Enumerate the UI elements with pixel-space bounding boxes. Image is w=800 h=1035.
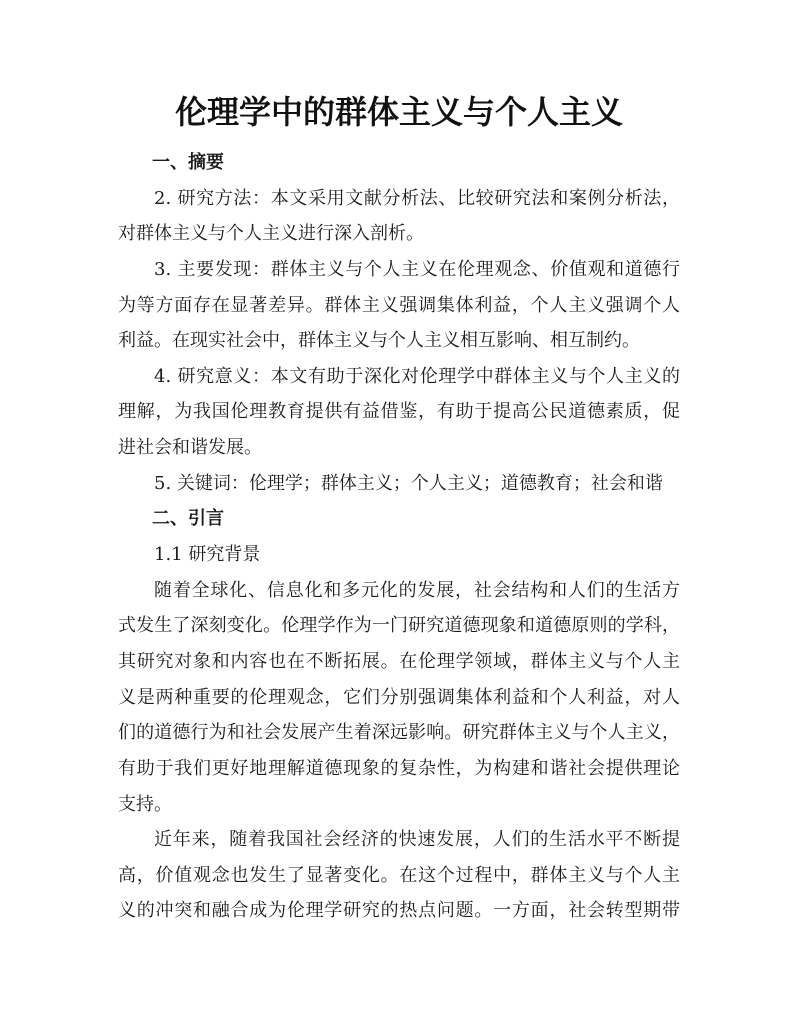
paragraph-line: 随着全球化、信息化和多元化的发展，社会结构和人们的生活方 [154,579,680,601]
paragraph-line: 义的冲突和融合成为伦理学研究的热点问题。一方面，社会转型期带 [118,900,680,922]
abstract-keywords-paragraph [118,466,680,502]
paragraph-line: 2. 研究方法：本文采用文献分析法、比较研究法和案例分析法， [154,187,680,209]
paragraph-line: 支持。 [118,793,172,815]
abstract-methods-paragraph [118,181,680,252]
section-subheading: 1.1 研究背景 [154,544,261,566]
abstract-findings-paragraph [118,252,680,359]
abstract-heading: 一、摘要 [152,152,224,173]
paragraph-line: 高，价值观念也发生了显著变化。在这个过程中，群体主义与个人主 [118,864,680,886]
introduction-heading: 二、引言 [152,508,224,530]
paragraph-line: 式发生了深刻变化。伦理学作为一门研究道德现象和道德原则的学科， [118,615,680,637]
paragraph-line: 3. 主要发现：群体主义与个人主义在伦理观念、价值观和道德行 [154,258,680,280]
paragraph-line: 们的道德行为和社会发展产生着深远影响。研究群体主义与个人主义， [118,722,680,744]
paragraph-line: 为等方面存在显著差异。群体主义强调集体利益，个人主义强调个人 [118,294,680,316]
document-title: 伦理学中的群体主义与个人主义 [174,93,623,131]
abstract-significance-paragraph [118,359,680,466]
background-paragraph-2 [118,822,680,929]
paragraph-line: 对群体主义与个人主义进行深入剖析。 [118,223,424,245]
background-paragraph-1 [118,573,680,822]
paragraph-line: 近年来，随着我国社会经济的快速发展，人们的生活水平不断提 [154,829,680,851]
paragraph-line: 义是两种重要的伦理观念，它们分别强调集体利益和个人利益，对人 [118,686,680,708]
paragraph-line: 理解，为我国伦理教育提供有益借鉴，有助于提高公民道德素质，促 [118,401,680,423]
paragraph-line: 进社会和谐发展。 [118,437,262,459]
text-column [118,90,680,929]
paragraph-line: 其研究对象和内容也在不断拓展。在伦理学领域，群体主义与个人主 [118,650,680,672]
paragraph-line: 利益。在现实社会中，群体主义与个人主义相互影响、相互制约。 [118,330,640,352]
paragraph-line: 5. 关键词：伦理学；群体主义；个人主义；道德教育；社会和谐 [154,472,663,494]
paragraph-line: 4. 研究意义：本文有助于深化对伦理学中群体主义与个人主义的 [154,365,680,387]
paragraph-line: 有助于我们更好地理解道德现象的复杂性，为构建和谐社会提供理论 [118,757,680,779]
